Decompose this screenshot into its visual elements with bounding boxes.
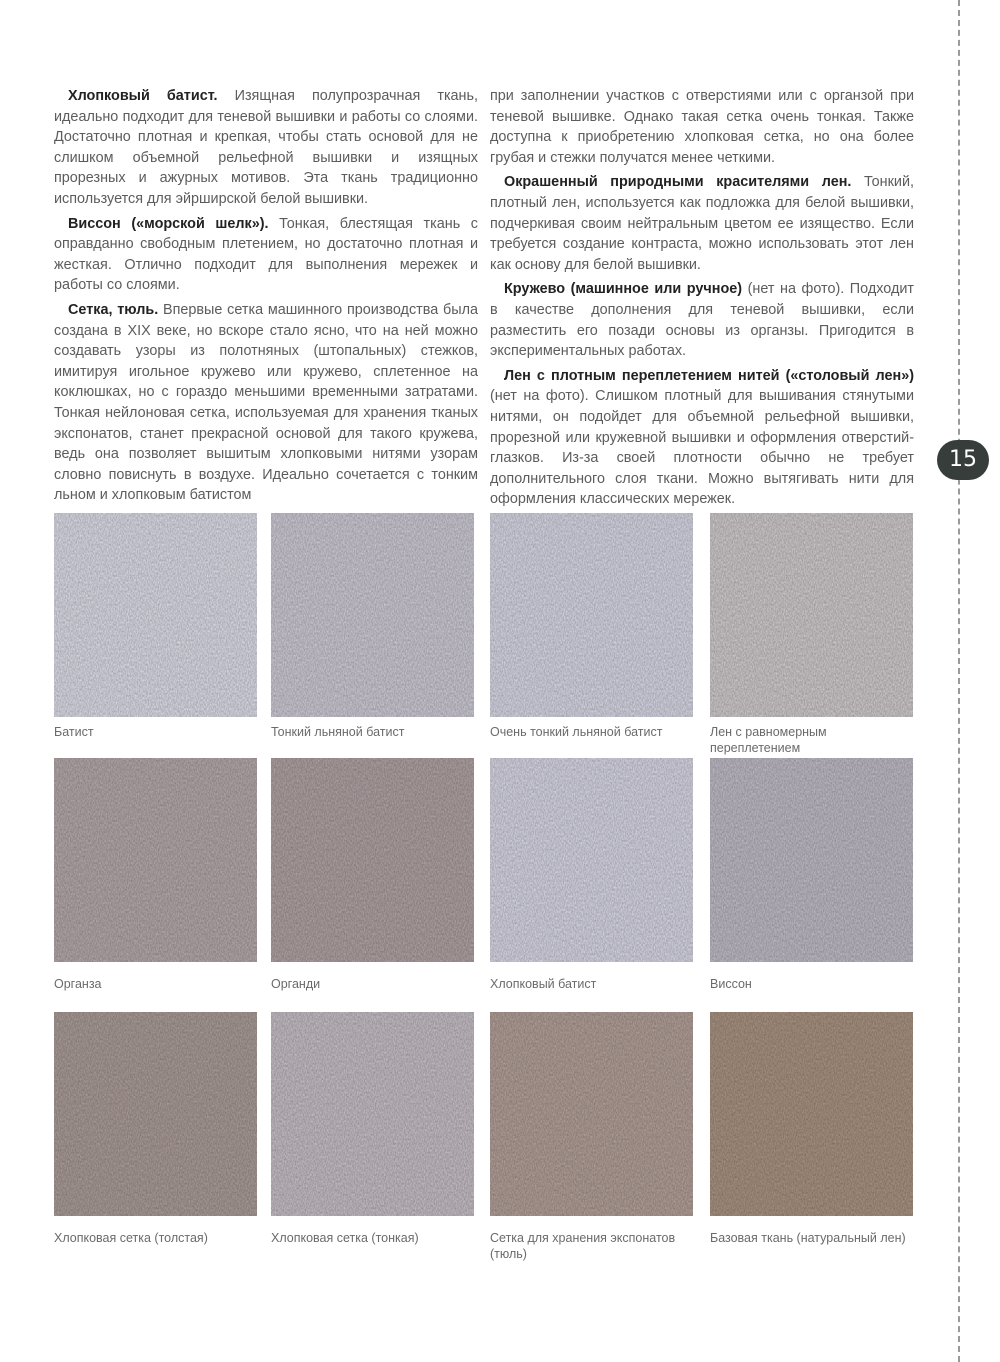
fabric-texture: [710, 1012, 913, 1216]
fabric-texture: [710, 758, 913, 962]
fabric-texture: [54, 513, 257, 717]
fabric-texture: [271, 513, 474, 717]
swatch-caption: Тонкий льняной батист: [271, 725, 405, 739]
swatch-caption: Хлопковый батист: [490, 977, 597, 991]
swatch-caption: Хлопковая сетка (тонкая): [271, 1231, 419, 1245]
fabric-swatch: [710, 513, 913, 717]
fabric-swatch: [490, 513, 693, 717]
fabric-swatch: [710, 1012, 913, 1216]
paragraph: Лен с плотным переплетением нитей («столовый лен») (нет на фото). Слишком плотный для вышивания стянутыми нитями, он подойдет для объемной рельефной вышивки, прорезной или кружевной вышивки и оформления отверстий-глазков. Из-за своей плотности обычно не требует дополнительного слоя ткани. Можно вытягивать нити для оформления классических мережек.: [490, 367, 914, 508]
swatch-caption: Лен с равномерным переплетением: [710, 725, 827, 755]
fabric-swatch: [271, 513, 474, 717]
swatch-caption: Батист: [54, 725, 94, 739]
fabric-texture: [271, 1012, 474, 1216]
swatch-caption: Хлопковая сетка (толстая): [54, 1231, 208, 1245]
fabric-swatch: [710, 758, 913, 962]
fabric-texture: [271, 758, 474, 962]
cut-line: [958, 0, 960, 1362]
paragraph: Кружево (машинное или ручное) (нет на фото). Подходит в качестве дополнения для теневой вышивки, если разместить его позади основы из органзы. Пригодится в экспериментальных работах.: [490, 281, 914, 360]
paragraph: Окрашенный природными красителями лен. Тонкий, плотный лен, используется как подложка для белой вышивки, подчеркивая своим нейтральным цветом ее изящество. Если требуется создание контраста, можно использовать этот лен как основу для белой вышивки.: [490, 174, 914, 273]
fabric-swatch: [490, 758, 693, 962]
swatch-caption: Очень тонкий льняной батист: [490, 725, 663, 739]
fabric-texture: [54, 758, 257, 962]
fabric-texture: [490, 758, 693, 962]
swatch-caption: Базовая ткань (натуральный лен): [710, 1231, 906, 1245]
paragraph: Сетка, тюль. Впервые сетка машинного производства была создана в XIX веке, но вскоре стало ясно, что на ней можно создавать узоры из полотняных (штопальных) стежков, имитируя игольное кружево или кружево, сплетенное на коклюшках, но с гораздо меньшими временными затратами. Тонкая нейлоновая сетка, используемая для хранения тканых экспонатов, станет прекрасной основой для такого кружева, ведь она позволяет вышитым хлопковыми нитями узорам словно повиснуть в воздухе. Идеально сочетается с тонким льном и хлопковым батистом: [54, 301, 478, 504]
fabric-texture: [54, 1012, 257, 1216]
fabric-swatch: [490, 1012, 693, 1216]
fabric-texture: [490, 1012, 693, 1216]
paragraph: Хлопковый батист. Изящная полупрозрачная ткань, идеально подходит для теневой вышивки и работы со слоями. Достаточно плотная и крепкая, чтобы стать основой для не слишком объемной рельефной вышивки и изящных прорезных и ажурных мотивов. Эта ткань традиционно используется для эйрширской белой вышивки.: [54, 88, 479, 207]
swatch-caption: Сетка для хранения экспонатов (тюль): [490, 1231, 676, 1261]
swatch-caption: Органди: [271, 977, 321, 991]
page-number-badge: 15: [937, 440, 989, 480]
fabric-swatch: [54, 1012, 257, 1216]
fabric-texture: [490, 513, 693, 717]
fabric-swatch: [271, 758, 474, 962]
swatch-caption: Виссон: [710, 977, 752, 991]
fabric-swatch: [54, 513, 257, 717]
right-text-column: [490, 86, 914, 514]
paragraph-continuation: при заполнении участков с отверстиями или с органзой при теневой вышивке. Однако такая сетка очень тонкая. Также доступна к приобретению хлопковая сетка, но она более грубая и стежки получатся менее четкими.: [490, 88, 914, 166]
fabric-texture: [710, 513, 913, 717]
paragraph: Виссон («морской шелк»). Тонкая, блестящая ткань с оправданно свободным плетением, но достаточно плотная и жесткая. Отлично подходит для выполнения мережек и работы со слоями.: [54, 215, 478, 294]
left-text-column: [54, 86, 478, 510]
fabric-swatch: [271, 1012, 474, 1216]
fabric-swatch: [54, 758, 257, 962]
swatch-caption: Органза: [54, 977, 102, 991]
